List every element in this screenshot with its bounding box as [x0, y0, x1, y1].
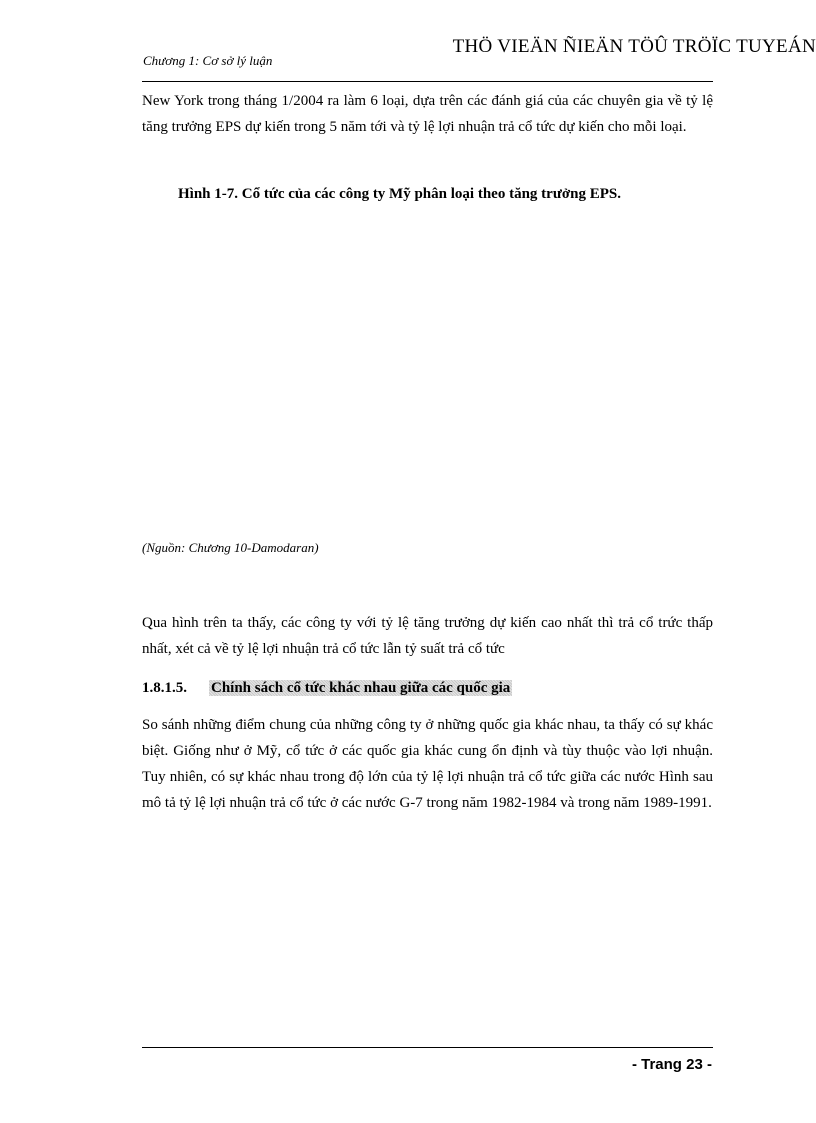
page-number: - Trang 23 - — [631, 1056, 712, 1073]
section-number: 1.8.1.5. — [142, 680, 187, 696]
body-paragraph-2: Qua hình trên ta thấy, các công ty với tỷ lệ tăng trưởng dự kiến cao nhất thì trả cổ trức thấp nhất, xét cả về tỷ lệ lợi nhuận trả cổ tức lẫn tỷ suất trả cổ tức — [142, 615, 713, 657]
footer-divider — [142, 1047, 713, 1048]
body-paragraph-1: New York trong tháng 1/2004 ra làm 6 loại, dựa trên các đánh giá của các chuyên gia về tỷ lệ tăng trưởng EPS dự kiến trong 5 năm tới và tỷ lệ lợi nhuận trả cổ tức dự kiến cho mỗi loại. — [142, 93, 713, 135]
section-title: Chính sách cổ tức khác nhau giữa các quốc gia — [211, 680, 511, 696]
watermark-text: THÖ VIEÄN ÑIEÄN TÖÛ TRÖÏC TUYEÁN — [452, 36, 816, 57]
chapter-header: Chương 1: Cơ sở lý luận — [143, 53, 273, 68]
body-paragraph-3: So sánh những điểm chung của những công ty ở những quốc gia khác nhau, ta thấy có sự khác biệt. Giống như ở Mỹ, cổ tức ở các quốc gia khác cung ổn định và tùy thuộc vào lợi nhuận. Tuy nhiên, có sự khác nhau trong độ lớn của tỷ lệ lợi nhuận trả cổ tức giữa các nước Hình sau mô tả tỷ lệ lợi nhuận trả cổ tức ở các nước G-7 trong năm 1982-1984 và trong năm 1989-1991. — [142, 717, 713, 811]
figure-placeholder — [142, 215, 713, 525]
section-heading — [142, 680, 512, 697]
figure-caption: Hình 1-7. Cổ tức của các công ty Mỹ phân loại theo tăng trưởng EPS. — [178, 186, 621, 202]
header-divider — [142, 81, 713, 82]
figure-source: (Nguồn: Chương 10-Damodaran) — [142, 540, 319, 555]
